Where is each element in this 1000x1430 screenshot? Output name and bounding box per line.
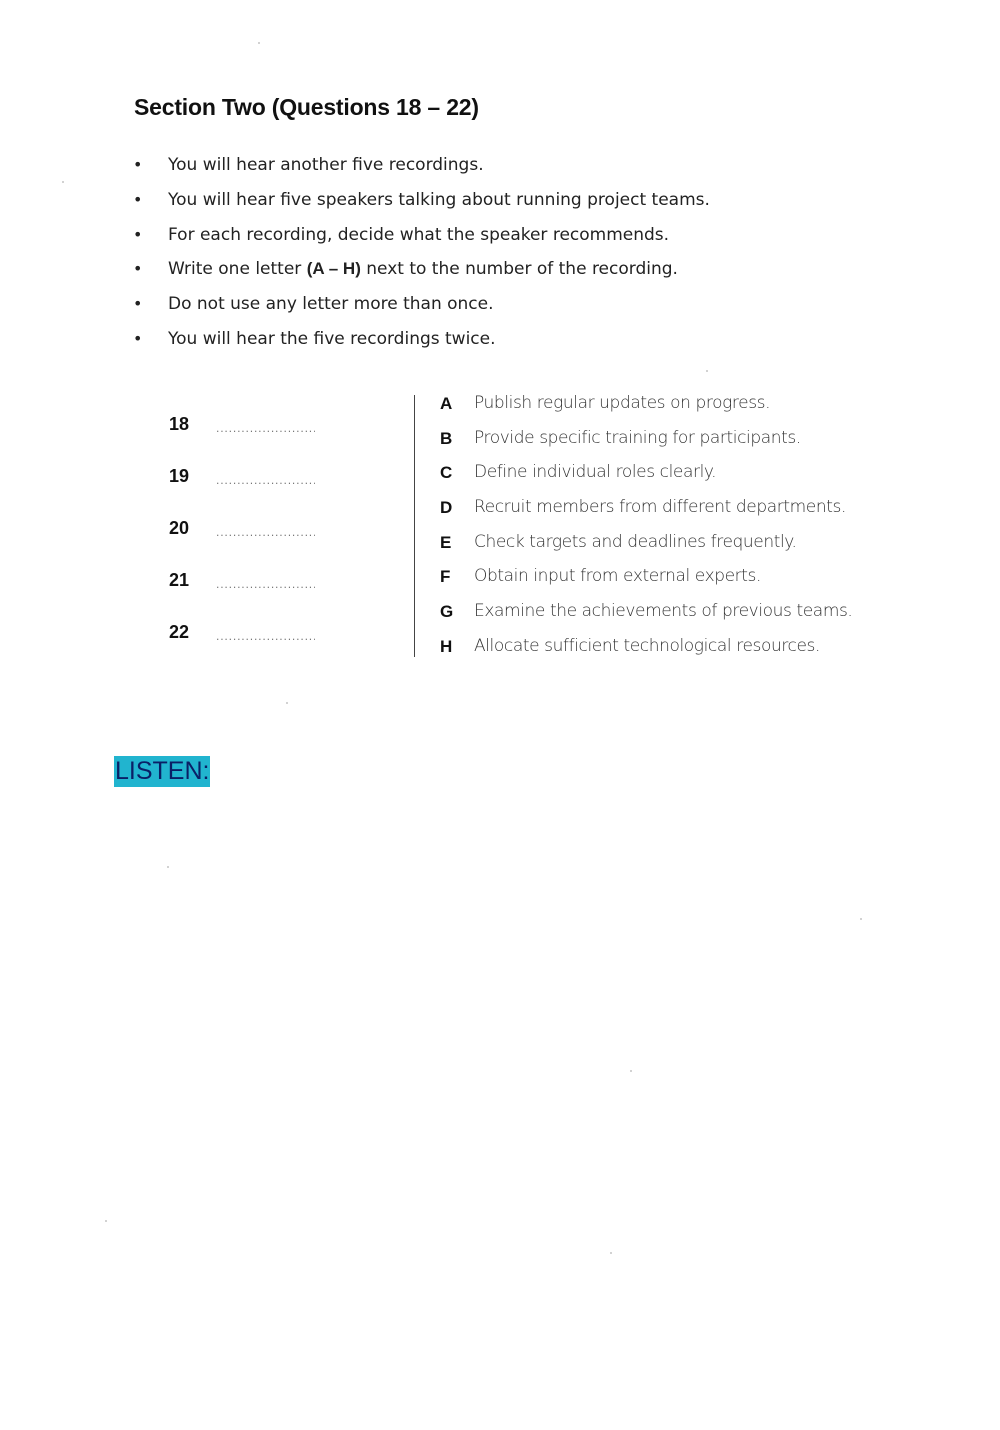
answer-field-21[interactable] <box>215 576 315 596</box>
option-e <box>440 529 880 559</box>
instruction-item <box>133 218 710 253</box>
scan-speck <box>860 918 862 920</box>
bullet-icon: • <box>133 328 143 348</box>
answer-field-22[interactable] <box>215 628 315 648</box>
bullet-icon: • <box>133 224 143 244</box>
option-text: Define individual roles clearly. <box>474 462 717 482</box>
scan-speck <box>105 1220 107 1222</box>
option-text: Provide specific training for participants. <box>474 428 801 448</box>
option-letter: H <box>440 637 453 656</box>
option-a <box>440 390 880 420</box>
option-text: Obtain input from external experts. <box>474 566 761 586</box>
question-number: 21 <box>169 570 190 590</box>
answer-row-20 <box>169 518 329 548</box>
page-title: Section Two (Questions 18 – 22) <box>134 94 479 120</box>
letter-range: (A – H) <box>306 259 361 279</box>
option-letter: F <box>440 567 451 586</box>
option-text: Recruit members from different departments. <box>474 497 846 517</box>
answer-row-21 <box>169 570 329 600</box>
answer-row-22 <box>169 622 329 652</box>
scan-speck <box>167 866 169 868</box>
answer-row-18 <box>169 414 329 444</box>
option-f <box>440 563 880 593</box>
question-number: 22 <box>169 622 190 642</box>
option-g <box>440 598 880 628</box>
instruction-text: Do not use any letter more than once. <box>168 294 494 315</box>
instruction-text: For each recording, decide what the speaker recommends. <box>168 224 670 245</box>
instruction-text: You will hear five speakers talking about running project teams. <box>168 189 710 210</box>
option-letter: B <box>440 429 453 448</box>
instruction-text-end: next to the number of the recording. <box>360 259 678 280</box>
option-letter: A <box>440 394 453 413</box>
option-letter: D <box>440 498 453 517</box>
option-text: Allocate sufficient technological resources. <box>474 636 821 656</box>
option-c <box>440 459 880 489</box>
instruction-text: You will hear the five recordings twice. <box>168 328 496 349</box>
option-letter: G <box>440 602 454 621</box>
scan-speck <box>62 181 64 183</box>
bullet-icon: • <box>133 155 143 174</box>
bullet-icon: • <box>133 294 143 314</box>
scan-speck <box>258 42 260 44</box>
answer-field-20[interactable] <box>215 524 315 544</box>
answer-field-18[interactable] <box>215 420 315 440</box>
column-divider <box>414 395 415 657</box>
instruction-item <box>133 252 710 287</box>
question-number: 19 <box>169 466 190 486</box>
answer-field-19[interactable] <box>215 472 315 492</box>
instruction-item <box>133 148 710 183</box>
question-number: 20 <box>169 518 190 538</box>
option-text: Examine the achievements of previous teams. <box>474 601 853 621</box>
listen-label: LISTEN: <box>115 757 210 785</box>
bullet-icon: • <box>133 259 143 279</box>
option-text: Check targets and deadlines frequently. <box>474 532 797 552</box>
instruction-text: You will hear another five recordings. <box>168 155 484 175</box>
option-d <box>440 494 880 524</box>
option-b <box>440 425 880 455</box>
instruction-item <box>133 183 710 218</box>
instruction-item <box>133 322 710 357</box>
option-letter: C <box>440 463 453 482</box>
option-letter: E <box>440 533 452 552</box>
instruction-text-start: Write one letter <box>168 259 307 280</box>
question-number: 18 <box>169 414 190 434</box>
scan-speck <box>706 370 708 372</box>
instructions-list <box>133 148 710 357</box>
answer-row-19 <box>169 466 329 496</box>
option-h <box>440 633 880 663</box>
scan-speck <box>610 1252 612 1254</box>
option-text: Publish regular updates on progress. <box>474 393 771 413</box>
bullet-icon: • <box>133 189 143 209</box>
scan-speck <box>630 1070 632 1072</box>
instruction-item <box>133 287 710 322</box>
scan-speck <box>286 702 288 704</box>
